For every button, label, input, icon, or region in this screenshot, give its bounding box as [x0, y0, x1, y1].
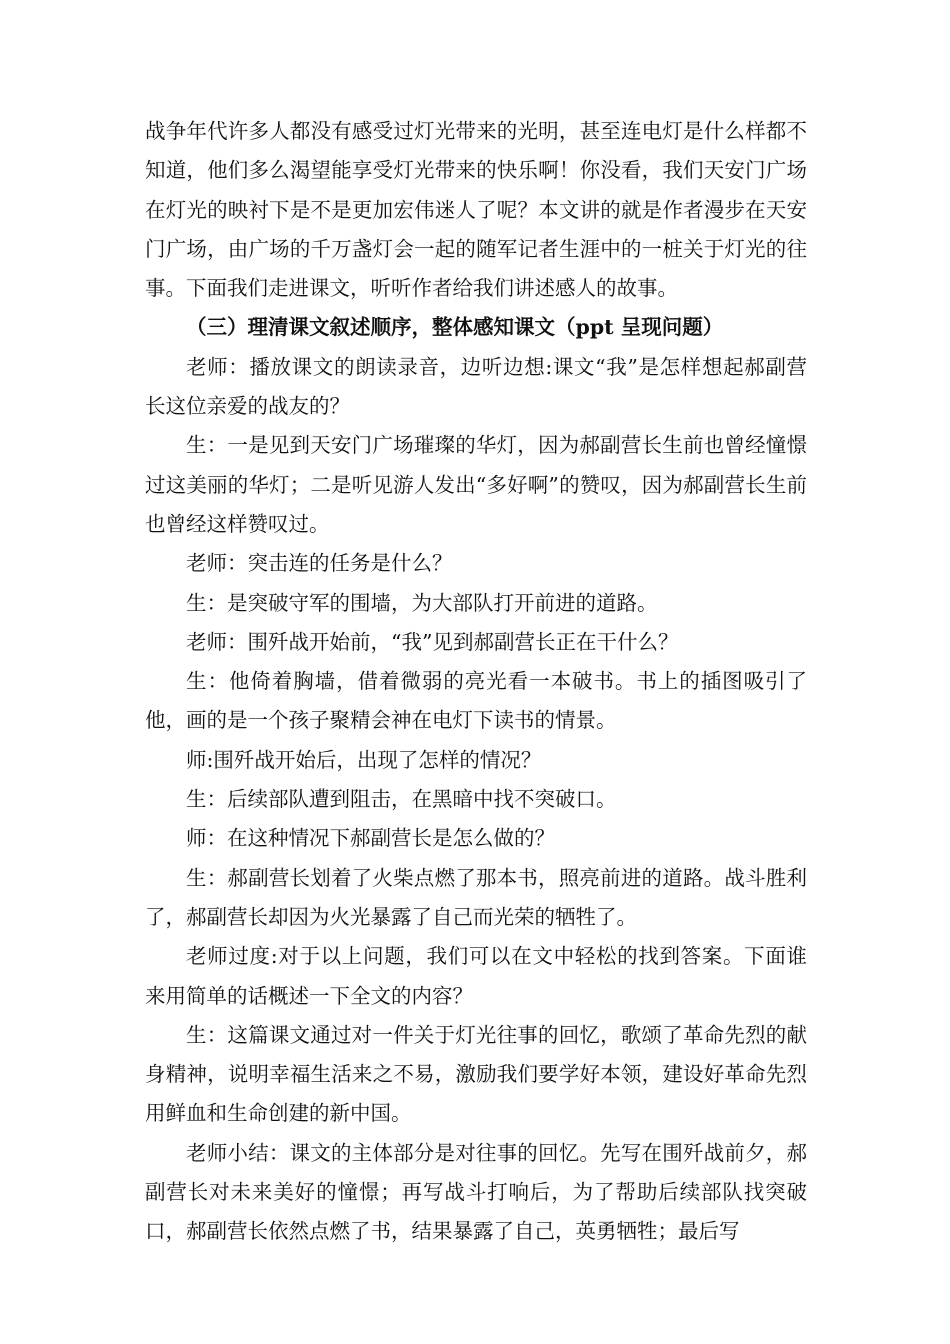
dialogue-paragraph: 生：这篇课文通过对一件关于灯光往事的回忆，歌颂了革命先烈的献身精神，说明幸福生活来之不易，激励我们要学好本领，建设好革命先烈用鲜血和生命创建的新中国。 — [145, 1022, 807, 1126]
dialogue-paragraph: 生：他倚着胸墙，借着微弱的亮光看一本破书。书上的插图吸引了他，画的是一个孩子聚精会神在电灯下读书的情景。 — [145, 669, 807, 733]
dialogue-paragraph: 老师过度:对于以上问题，我们可以在文中轻松的找到答案。下面谁来用简单的话概述一下全文的内容？ — [145, 944, 807, 1008]
paragraph-intro-continuation: 战争年代许多人都没有感受过灯光带来的光明，甚至连电灯是什么样都不知道，他们多么渴望能享受灯光带来的快乐啊！你没看，我们天安门广场在灯光的映衬下是不是更加宏伟迷人了呢？本文讲的就是作者漫步在天安门广场，由广场的千万盏灯会一起的随军记者生涯中的一桩关于灯光的往事。下面我们走进课文，听听作者给我们讲述感人的故事。 — [145, 119, 807, 301]
dialogue-paragraph: 老师：突击连的任务是什么？ — [186, 551, 453, 576]
dialogue-paragraph: 生：郝副营长划着了火柴点燃了那本书，照亮前进的道路。战斗胜利了，郝副营长却因为火光暴露了自己而光荣的牺牲了。 — [145, 865, 807, 929]
summary-paragraph: 老师小结：课文的主体部分是对往事的回忆。先写在围歼战前夕，郝副营长对未来美好的憧憬；再写战斗打响后，为了帮助后续部队找突破口，郝副营长依然点燃了书，结果暴露了自己，英勇牺牲；最后写 — [145, 1140, 807, 1244]
dialogue-paragraph: 师:围歼战开始后，出现了怎样的情况？ — [186, 747, 542, 772]
document-body — [145, 112, 807, 1252]
dialogue-paragraph: 生：一是见到天安门广场璀璨的华灯，因为郝副营长生前也曾经憧憬过这美丽的华灯；二是听见游人发出“多好啊”的赞叹，因为郝副营长生前也曾经这样赞叹过。 — [145, 433, 807, 536]
dialogue-paragraph: 老师：围歼战开始前，“我”见到郝副营长正在干什么？ — [186, 629, 679, 654]
dialogue-paragraph: 生：后续部队遭到阻击，在黑暗中找不突破口。 — [186, 787, 617, 812]
dialogue-paragraph: 生：是突破守军的围墙，为大部队打开前进的道路。 — [186, 590, 658, 615]
dialogue-paragraph: 师：在这种情况下郝副营长是怎么做的？ — [186, 826, 555, 851]
dialogue-paragraph: 老师：播放课文的朗读录音，边听边想:课文“我”是怎样想起郝副营长这位亲爱的战友的？ — [145, 354, 807, 419]
section-heading: （三）理清课文叙述顺序，整体感知课文（ppt 呈现问题） — [186, 315, 724, 340]
